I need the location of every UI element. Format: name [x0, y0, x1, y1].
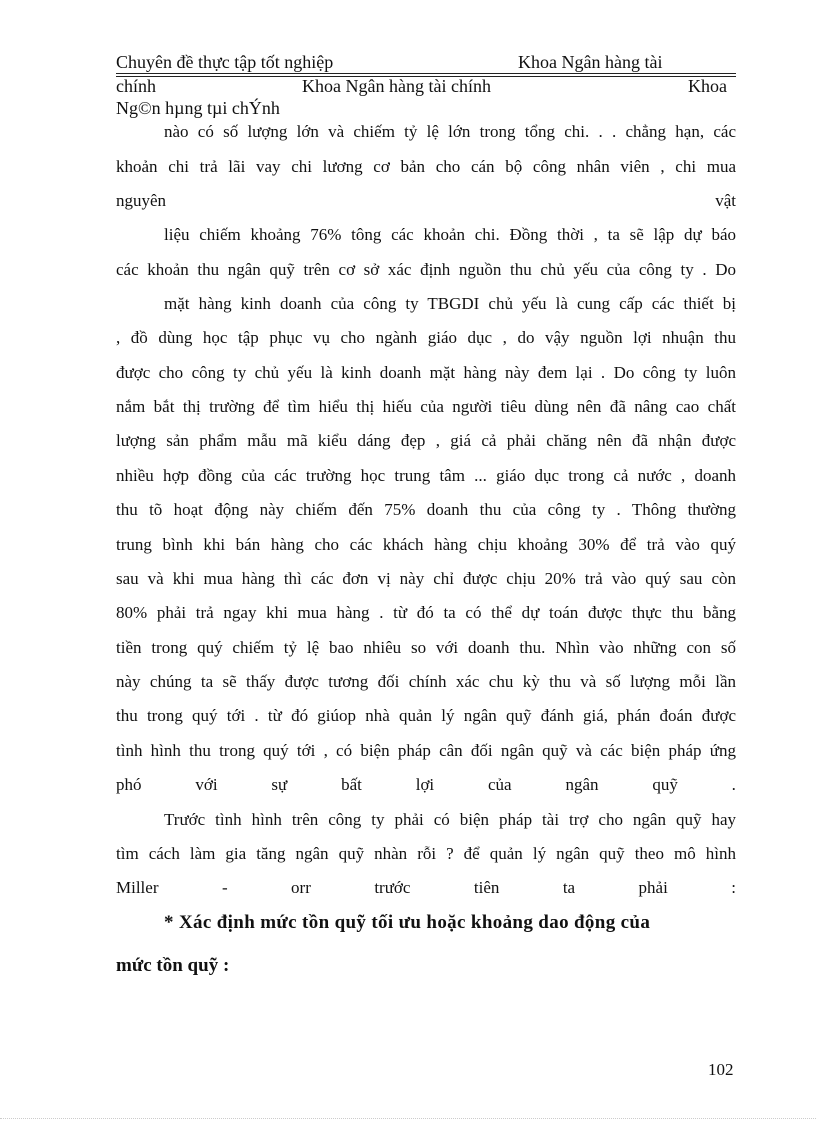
body-line: thu tõ hoạt động này chiếm đến 75% doanh thu của công ty . Thông thường [116, 500, 736, 519]
header-overlap-khoa: Khoa [688, 76, 727, 96]
body-word: : [731, 878, 736, 897]
body-line: mặt hàng kinh doanh của công ty TBGDI chủ yếu là cung cấp các thiết bị [164, 294, 736, 313]
body-line: các khoản thu ngân quỹ trên cơ sở xác định nguồn thu chủ yếu của công ty . Do [116, 260, 736, 279]
body-word: nguyên [116, 191, 167, 210]
section-heading-text: * Xác định mức tồn quỹ tối ưu hoặc khoảng dao động của [164, 912, 651, 933]
body-line: nào có số lượng lớn và chiếm tỷ lệ lớn trong tổng chi. . . chẳng hạn, các [164, 122, 736, 141]
body-word: ngân [565, 775, 599, 794]
body-line: tiền trong quý chiếm tỷ lệ bao nhiêu so với doanh thu. Nhìn vào những con số [116, 638, 736, 657]
header-garbled-line: Ng©n hµng tµi chÝnh [116, 98, 280, 118]
body-word: trước [374, 878, 411, 897]
header-title-right: Khoa Ngân hàng tài [518, 52, 663, 72]
body-line-spread [116, 878, 736, 898]
body-word: ta [562, 878, 576, 897]
body-line: 80% phải trả ngay khi mua hàng . từ đó ta có thể dự toán được thực thu bằng [116, 603, 736, 622]
body-word: phải [638, 878, 668, 897]
body-line: liệu chiếm khoảng 76% tông các khoản chi. Đồng thời , ta sẽ lập dự báo [164, 225, 736, 244]
body-line: tìm cách làm gia tăng ngân quỹ nhàn rỗi ? để quản lý ngân quỹ theo mô hình [116, 844, 736, 863]
body-word: tiên [473, 878, 500, 897]
body-line [116, 191, 736, 211]
body-word: quỹ [652, 775, 678, 794]
header-overlap-center: Khoa Ngân hàng tài chính [302, 76, 491, 96]
body-line: , đồ dùng học tập phục vụ cho ngành giáo dục , do vậy nguồn lợi nhuận thu [116, 328, 736, 347]
body-word: Miller [116, 878, 159, 897]
section-heading-continued: mức tồn quỹ : [116, 955, 230, 976]
body-line: tình hình thu trong quý tới , có biện pháp cân đối ngân quỹ và các biện pháp ứng [116, 741, 736, 760]
header-rule-top [116, 73, 736, 74]
section-heading [164, 912, 736, 934]
body-line: được cho công ty chủ yếu là kinh doanh mặt hàng này đem lại . Do công ty luôn [116, 363, 736, 382]
body-line: nhiều hợp đồng của các trường học trung tâm ... giáo dục trong cả nước , doanh [116, 466, 736, 485]
body-line: nắm bắt thị trường để tìm hiểu thị hiếu của người tiêu dùng nên đã nâng cao chất [116, 397, 736, 416]
body-line-spread [116, 775, 736, 795]
body-line: thu trong quý tới . từ đó giúop nhà quản lý ngân quỹ đánh giá, phán đoán được [116, 706, 736, 725]
body-line: sau và khi mua hàng thì các đơn vị này chỉ được chịu 20% trả vào quý sau còn [116, 569, 736, 588]
body-word: lợi [415, 775, 435, 794]
page-bottom-divider [0, 1118, 816, 1119]
body-word: với [195, 775, 218, 794]
header-title-left: Chuyên đề thực tập tốt nghiệp [116, 52, 334, 72]
body-word: phó [116, 775, 142, 794]
body-line: trung bình khi bán hàng cho các khách hàng chịu khoảng 30% để trả vào quý [116, 535, 736, 554]
body-word: vật [715, 191, 736, 210]
body-word: orr [291, 878, 311, 897]
body-line: lượng sản phẩm mẫu mã kiểu dáng đẹp , giá cả phải chăng nên đã nhận được [116, 431, 736, 450]
body-word: sự [271, 775, 288, 794]
body-line: khoản chi trả lãi vay chi lương cơ bản cho cán bộ công nhân viên , chi mua [116, 157, 736, 176]
body-word: - [221, 878, 228, 897]
body-line: Trước tình hình trên công ty phải có biện pháp tài trợ cho ngân quỹ hay [164, 810, 736, 829]
body-word: bất [341, 775, 362, 794]
body-word: của [488, 775, 512, 794]
page-number: 102 [708, 1060, 734, 1079]
body-word: . [731, 775, 736, 794]
header-overlap-chinh: chính [116, 76, 156, 96]
body-line: này chúng ta sẽ thấy được tương đối chính xác chu kỳ thu và số lượng mỗi lần [116, 672, 736, 691]
